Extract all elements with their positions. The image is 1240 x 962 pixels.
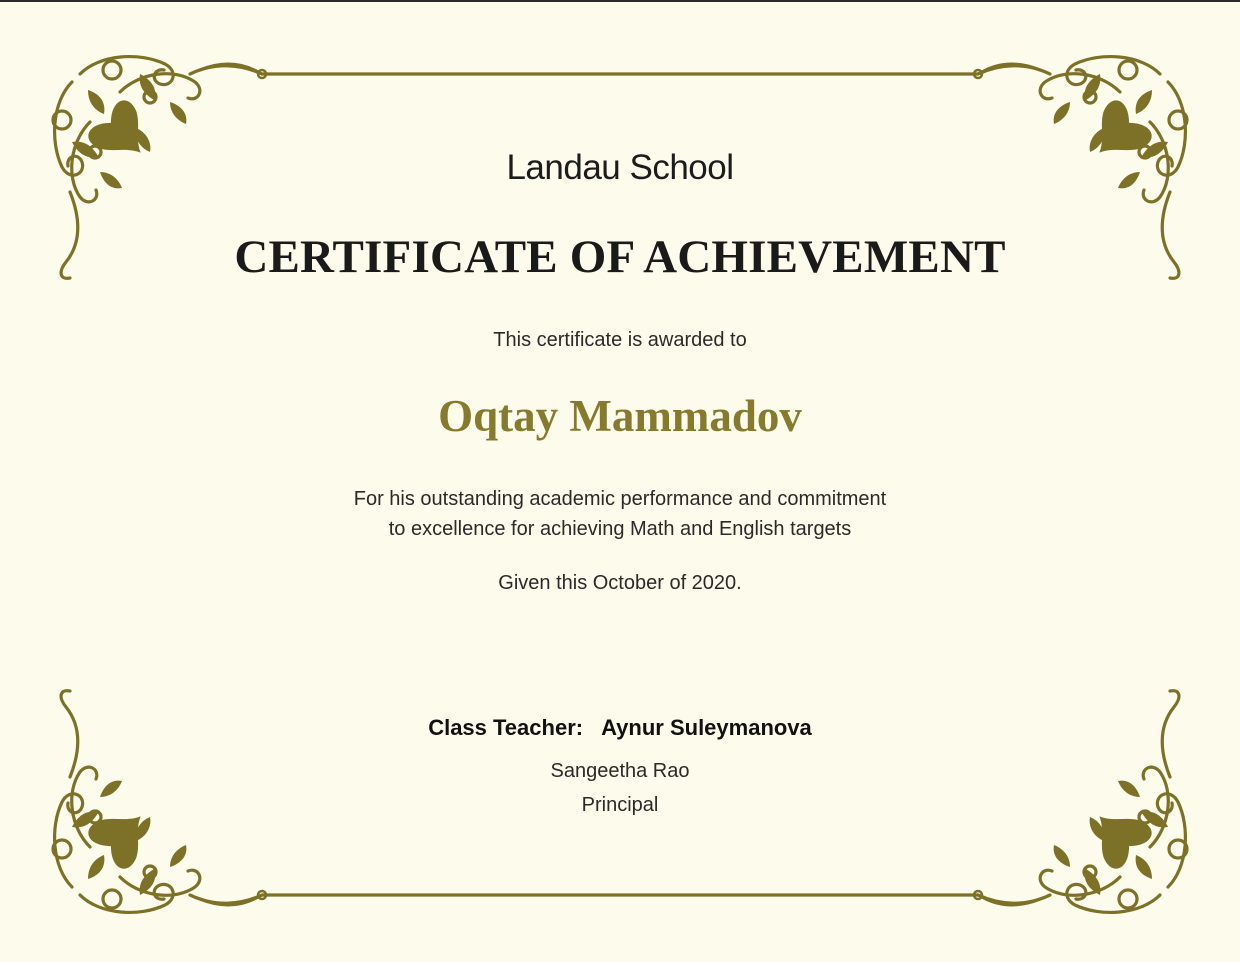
awarded-line: This certificate is awarded to: [493, 329, 747, 351]
class-teacher-line: [0, 715, 1240, 741]
award-reason-line-2: to excellence for achieving Math and English targets: [388, 518, 852, 540]
school-name: Landau School: [506, 148, 734, 187]
principal-name: Sangeetha Rao: [550, 760, 690, 782]
award-reason: [0, 484, 1240, 544]
award-reason-line-1: For his outstanding academic performance and commitment: [353, 488, 887, 510]
given-date-line: Given this October of 2020.: [498, 572, 742, 594]
recipient-name: Oqtay Mammadov: [438, 391, 802, 441]
certificate-title: CERTIFICATE OF ACHIEVEMENT: [234, 231, 1006, 283]
class-teacher-label: Class Teacher:: [428, 715, 584, 740]
principal-role: Principal: [581, 794, 659, 816]
certificate-frame: [0, 2, 1240, 962]
class-teacher-name: Aynur Suleymanova: [601, 715, 812, 740]
